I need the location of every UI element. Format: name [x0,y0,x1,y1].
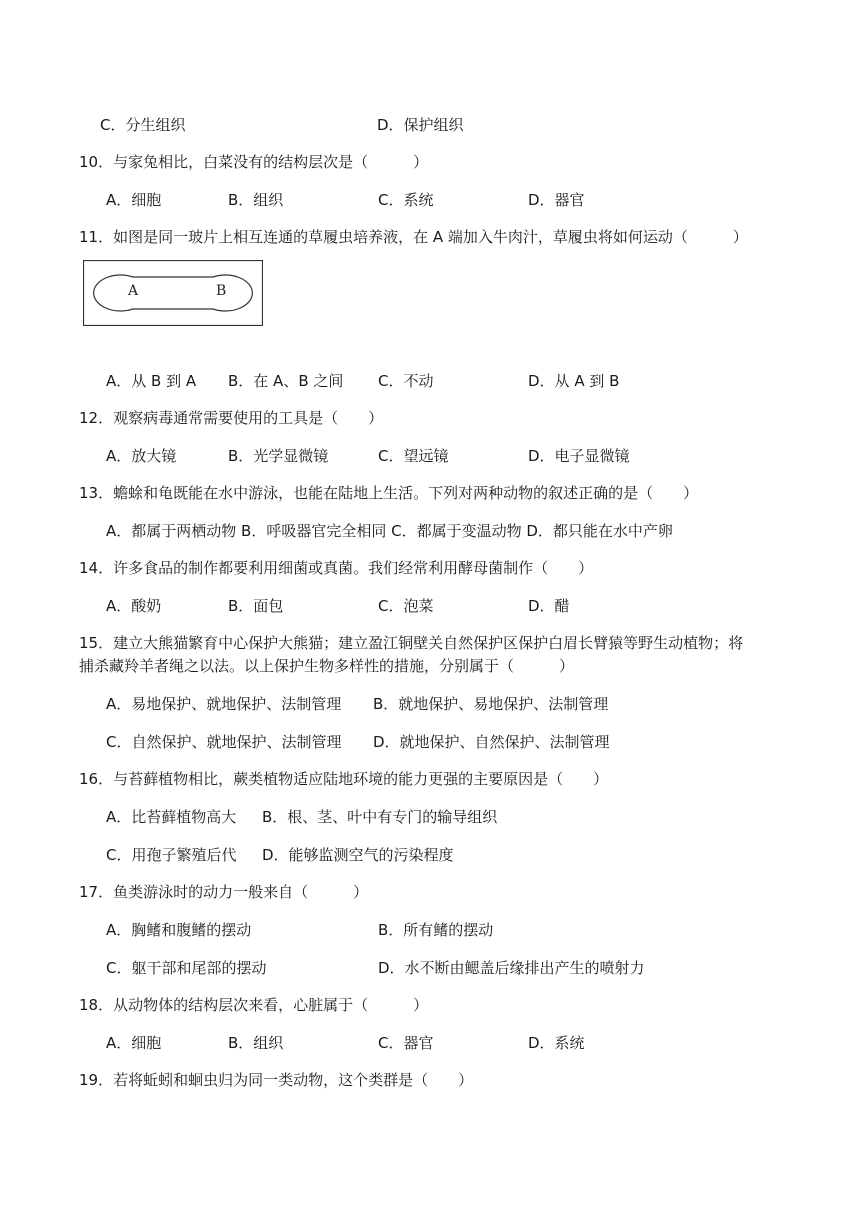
q18-stem: 18．从动物体的结构层次来看，心脏属于（ ） [79,996,429,1014]
q17-stem: 17．鱼类游泳时的动力一般来自（ ） [79,883,369,901]
q11-option-a: A．从 B 到 A [106,372,197,390]
q10-option-c: C．系统 [378,191,434,209]
q14-stem: 14．许多食品的制作都要利用细菌或真菌。我们经常利用酵母菌制作（ ） [79,559,594,577]
q10-option-b: B．组织 [228,191,284,209]
q11-option-d: D．从 A 到 B [528,372,620,390]
q9-option-d: D．保护组织 [377,116,464,134]
paramecium-slide-diagram [83,260,263,326]
q17-option-b: B．所有鳍的摆动 [378,921,494,939]
q12-option-c: C．望远镜 [378,447,449,465]
culture-dish-outline [94,275,253,311]
label-b: B [216,283,227,299]
q15-option-b: B．就地保护、易地保护、法制管理 [373,695,609,713]
q12-stem: 12．观察病毒通常需要使用的工具是（ ） [79,409,384,427]
q18-option-a: A．细胞 [106,1034,162,1052]
q14-option-b: B．面包 [228,597,284,615]
q11-option-c: C．不动 [378,372,434,390]
q11-stem: 11．如图是同一玻片上相互连通的草履虫培养液，在 A 端加入牛肉汁，草履虫将如何运动（ ） [79,228,748,246]
q16-option-d: D．能够监测空气的污染程度 [262,846,454,864]
q16-option-b: B．根、茎、叶中有专门的输导组织 [262,808,498,826]
q10-option-d: D．器官 [528,191,585,209]
q9-option-c: C．分生组织 [100,116,186,134]
q15-option-c: C．自然保护、就地保护、法制管理 [106,733,342,751]
q14-option-c: C．泡菜 [378,597,434,615]
q18-option-c: C．器官 [378,1034,434,1052]
q12-option-a: A．放大镜 [106,447,177,465]
q16-option-c: C．用孢子繁殖后代 [106,846,237,864]
q18-option-b: B．组织 [228,1034,284,1052]
q12-option-d: D．电子显微镜 [528,447,630,465]
q16-stem: 16．与苔藓植物相比，蕨类植物适应陆地环境的能力更强的主要原因是（ ） [79,770,609,788]
q13-options: A．都属于两栖动物 B．呼吸器官完全相同 C．都属于变温动物 D．都只能在水中产卵 [106,522,673,540]
q11-option-b: B．在 A、B 之间 [228,372,344,390]
q17-option-a: A．胸鳍和腹鳍的摆动 [106,921,252,939]
q16-option-a: A．比苔藓植物高大 [106,808,237,826]
q15-option-a: A．易地保护、就地保护、法制管理 [106,695,342,713]
q17-option-d: D．水不断由鳃盖后缘排出产生的喷射力 [378,959,645,977]
q10-option-a: A．细胞 [106,191,162,209]
q14-option-d: D．醋 [528,597,570,615]
q19-stem: 19．若将蚯蚓和蛔虫归为同一类动物，这个类群是（ ） [79,1071,474,1089]
q12-option-b: B．光学显微镜 [228,447,329,465]
q14-option-a: A．酸奶 [106,597,162,615]
q17-option-c: C．躯干部和尾部的摆动 [106,959,267,977]
q13-stem: 13．蟾蜍和龟既能在水中游泳，也能在陆地上生活。下列对两种动物的叙述正确的是（ ） [79,484,699,502]
q15-stem-line-2: 捕杀藏羚羊者绳之以法。以上保护生物多样性的措施，分别属于（ ） [79,657,575,675]
label-a: A [128,283,139,299]
q10-stem: 10．与家兔相比，白菜没有的结构层次是（ ） [79,153,429,171]
q15-option-d: D．就地保护、自然保护、法制管理 [373,733,610,751]
q18-option-d: D．系统 [528,1034,585,1052]
q15-stem-line-1: 15．建立大熊猫繁育中心保护大熊猫；建立盈江铜壁关自然保护区保护白眉长臂猿等野生动植物；将 [79,634,744,652]
